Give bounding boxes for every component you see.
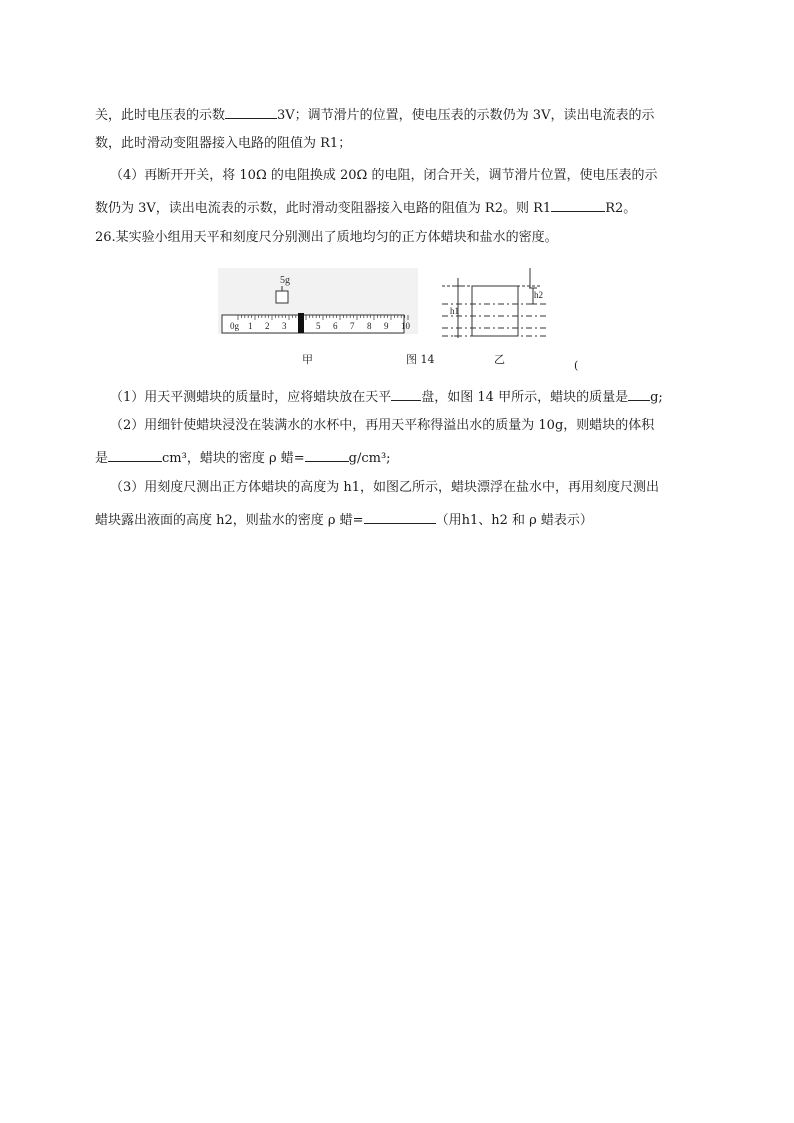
weight-block xyxy=(276,291,288,303)
scale-number: 1 xyxy=(248,321,253,331)
answer-blank[interactable] xyxy=(551,199,605,212)
figure-14-drawing xyxy=(218,268,558,372)
h1-label: h1 xyxy=(450,306,459,316)
subquestion-2-part-c: cm³，蜡块的密度 ρ 蜡= xyxy=(162,451,305,466)
line-1-part-b: 3V；调节滑片的位置，使电压表的示数仍为 3V，读出电流表的示 xyxy=(277,108,655,123)
line-3-text: （4）再断开开关，将 10Ω 的电阻换成 20Ω 的电阻，闭合开关，调节滑片位置，使电压表的示 xyxy=(110,168,658,183)
subquestion-3-part-c: （用h1、h2 和 ρ 蜡表示） xyxy=(435,513,593,528)
h2-label: h2 xyxy=(534,290,543,300)
scale-number: 8 xyxy=(367,321,372,331)
subquestion-3-cont xyxy=(95,511,593,529)
subquestion-1 xyxy=(110,388,663,406)
subquestion-2 xyxy=(110,418,654,434)
line-2-text: 数，此时滑动变阻器接入电路的阻值为 R1； xyxy=(95,136,352,151)
answer-blank[interactable] xyxy=(391,388,421,401)
subquestion-2-part-b: 是 xyxy=(95,451,109,466)
text-line-1 xyxy=(95,106,654,124)
scale-number: 7 xyxy=(350,321,355,331)
subquestion-2-text: （2）用细针使蜡块浸没在装满水的水杯中，再用天平称得溢出水的质量为 10g，则蜡块的体积 xyxy=(110,418,655,433)
scale-number: 2 xyxy=(265,321,270,331)
caption-yi: 乙 xyxy=(494,353,505,366)
caption-jia: 甲 xyxy=(302,353,313,366)
subquestion-2-part-d: g/cm³; xyxy=(348,451,391,466)
question-26 xyxy=(95,230,558,246)
beaker-diagram xyxy=(442,268,548,338)
caption-figure-14: 图 14 xyxy=(406,353,435,366)
question-26-text: 26.某实验小组用天平和刻度尺分别测出了质地均匀的正方体蜡块和盐水的密度。 xyxy=(95,230,558,245)
text-line-3 xyxy=(110,168,657,184)
subquestion-1-part-b: 盘，如图 14 甲所示，蜡块的质量是 xyxy=(421,390,629,405)
stray-paren: ( xyxy=(574,359,579,372)
line-4-part-b: R2。 xyxy=(605,201,637,216)
subquestion-3-part-b: 蜡块露出液面的高度 h2，则盐水的密度 ρ 蜡= xyxy=(95,513,364,528)
scale-number: 6 xyxy=(333,321,338,331)
line-4-part-a: 数仍为 3V，读出电流表的示数，此时滑动变阻器接入电路的阻值为 R2。则 R1 xyxy=(95,201,552,216)
scale-number: 9 xyxy=(384,321,389,331)
answer-blank[interactable] xyxy=(108,449,162,462)
answer-blank[interactable] xyxy=(225,106,277,119)
text-line-2 xyxy=(95,136,351,152)
weight-label: 5g xyxy=(280,275,290,286)
subquestion-3 xyxy=(110,480,659,496)
subquestion-1-part-c: g; xyxy=(650,390,663,405)
answer-blank[interactable] xyxy=(364,511,436,524)
subquestion-1-part-a: （1）用天平测蜡块的质量时，应将蜡块放在天平 xyxy=(110,390,392,405)
figure-14 xyxy=(218,268,579,372)
rider-marker xyxy=(298,313,304,333)
subquestion-2-cont xyxy=(95,449,391,467)
scale-number: 5 xyxy=(316,321,321,331)
line-1-part-a: 关，此时电压表的示数 xyxy=(95,108,226,123)
answer-blank[interactable] xyxy=(628,388,650,401)
subquestion-3-text: （3）用刻度尺测出正方体蜡块的高度为 h1，如图乙所示，蜡块漂浮在盐水中，再用刻度尺测出 xyxy=(110,480,660,495)
scale-number: 10 xyxy=(401,321,410,331)
scale-number: 3 xyxy=(282,321,287,331)
text-line-4 xyxy=(95,199,636,217)
answer-blank[interactable] xyxy=(305,449,349,462)
scale-zero-label: 0g xyxy=(230,321,239,331)
